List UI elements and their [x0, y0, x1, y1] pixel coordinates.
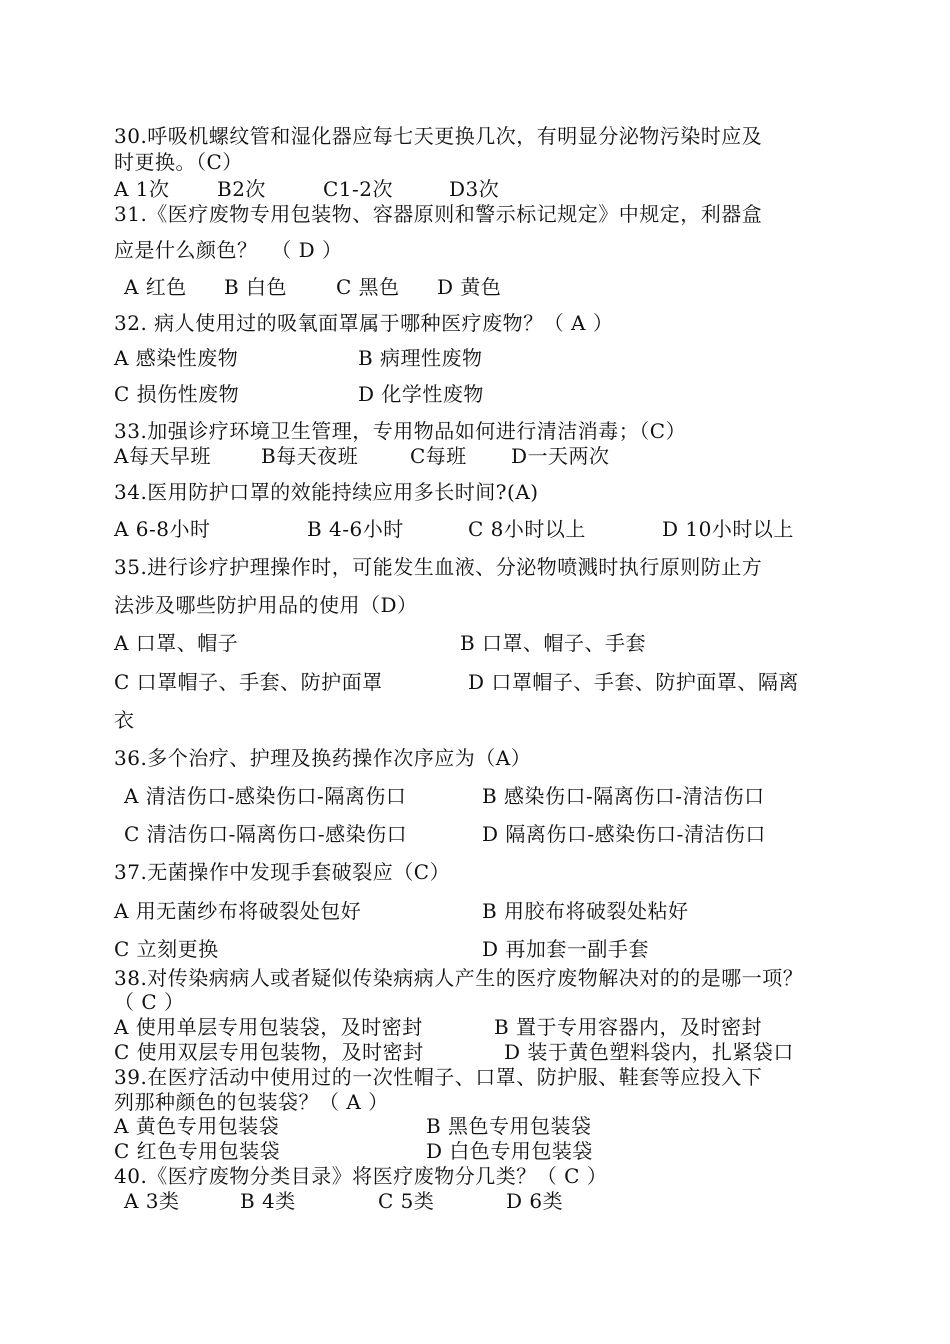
question-30-option-b: B2次 [217, 177, 266, 201]
question-36-option-c: C 清洁伤口-隔离伤口-感染伤口 [124, 822, 408, 846]
question-32-option-a: A 感染性废物 [114, 346, 239, 370]
question-34-option-b: B 4-6小时 [307, 517, 404, 541]
question-39-option-a: A 黄色专用包装袋 [114, 1114, 280, 1138]
question-40-stem: 40.《医疗废物分类目录》将医疗废物分几类？（ C ） [114, 1164, 608, 1188]
question-39-option-c: C 红色专用包装袋 [114, 1139, 281, 1163]
question-30-option-c: C1-2次 [323, 177, 394, 201]
question-34-option-c: C 8小时以上 [468, 517, 586, 541]
question-38-option-d: D 装于黄色塑料袋内，扎紧袋口 [504, 1040, 794, 1064]
question-31-option-a: A 红色 [124, 275, 187, 299]
question-32-option-c: C 损伤性废物 [114, 382, 240, 406]
question-35-stem-line-1: 35.进行诊疗护理操作时，可能发生血液、分泌物喷溅时执行原则防止方 [114, 555, 763, 579]
question-36-option-d: D 隔离伤口-感染伤口-清洁伤口 [482, 822, 766, 846]
question-35-option-d: D 口罩帽子、手套、防护面罩、隔离 [468, 670, 799, 694]
question-38-option-a: A 使用单层专用包装袋，及时密封 [114, 1015, 423, 1039]
question-37-option-a: A 用无菌纱布将破裂处包好 [114, 899, 362, 923]
question-39-option-d: D 白色专用包装袋 [426, 1139, 593, 1163]
question-33-stem: 33.加强诊疗环境卫生管理，专用物品如何进行清洁消毒；（C） [114, 419, 687, 443]
question-35-stem-line-2: 法涉及哪些防护用品的使用（D） [114, 593, 418, 617]
question-31-stem-line-2: 应是什么颜色？ （ D ） [114, 238, 343, 262]
question-33-option-b: B每天夜班 [261, 444, 359, 468]
question-37-option-d: D 再加套一副手套 [482, 937, 649, 961]
question-39-option-b: B 黑色专用包装袋 [426, 1114, 592, 1138]
question-31-option-b: B 白色 [224, 275, 288, 299]
question-40-option-c: C 5类 [378, 1189, 435, 1213]
question-35-option-c: C 口罩帽子、手套、防护面罩 [114, 670, 383, 694]
question-33-option-c: C每班 [410, 444, 467, 468]
question-37-option-b: B 用胶布将破裂处粘好 [482, 899, 689, 923]
question-31-option-d: D 黄色 [437, 275, 502, 299]
question-39-stem-line-1: 39.在医疗活动中使用过的一次性帽子、口罩、防护服、鞋套等应投入下 [114, 1065, 763, 1089]
question-30-stem-line-1: 30.呼吸机螺纹管和湿化器应每七天更换几次，有明显分泌物污染时应及 [114, 124, 763, 148]
question-30-option-d: D3次 [449, 177, 500, 201]
question-33-option-a: A每天早班 [114, 444, 211, 468]
question-32-stem: 32. 病人使用过的吸氧面罩属于哪种医疗废物？（ A ） [114, 311, 614, 335]
question-38-option-b: B 置于专用容器内，及时密封 [494, 1015, 763, 1039]
question-40-option-a: A 3类 [124, 1189, 180, 1213]
question-32-option-b: B 病理性废物 [358, 346, 483, 370]
question-40-option-b: B 4类 [240, 1189, 296, 1213]
question-36-option-b: B 感染伤口-隔离伤口-清洁伤口 [482, 784, 765, 808]
question-37-stem: 37.无菌操作中发现手套破裂应（C） [114, 860, 451, 884]
question-38-option-c: C 使用双层专用包装物，及时密封 [114, 1040, 424, 1064]
question-30-stem-line-2: 时更换。（C） [114, 150, 243, 174]
question-34-option-d: D 10小时以上 [662, 517, 794, 541]
question-40-option-d: D 6类 [506, 1189, 564, 1213]
question-35-option-a: A 口罩、帽子 [114, 631, 239, 655]
question-36-option-a: A 清洁伤口-感染伤口-隔离伤口 [124, 784, 407, 808]
question-32-option-d: D 化学性废物 [358, 382, 484, 406]
question-39-stem-line-2: 列那种颜色的包装袋？（ A ） [114, 1090, 389, 1114]
question-34-stem: 34.医用防护口罩的效能持续应用多长时间?(A) [114, 480, 539, 504]
question-36-stem: 36.多个治疗、护理及换药操作次序应为（A） [114, 746, 532, 770]
question-31-option-c: C 黑色 [336, 275, 400, 299]
question-37-option-c: C 立刻更换 [114, 937, 219, 961]
question-35-option-b: B 口罩、帽子、手套 [460, 631, 647, 655]
question-38-stem-line-2: （ C ） [114, 990, 185, 1014]
question-33-option-d: D一天两次 [511, 444, 610, 468]
question-38-stem-line-1: 38.对传染病病人或者疑似传染病病人产生的医疗废物解决对的的是哪一项？ [114, 966, 804, 990]
question-31-stem-line-1: 31.《医疗废物专用包装物、容器原则和警示标记规定》中规定，利器盒 [114, 202, 763, 226]
question-34-option-a: A 6-8小时 [114, 517, 211, 541]
question-35-option-d-wrap: 衣 [114, 708, 135, 732]
question-30-option-a: A 1次 [114, 177, 170, 201]
